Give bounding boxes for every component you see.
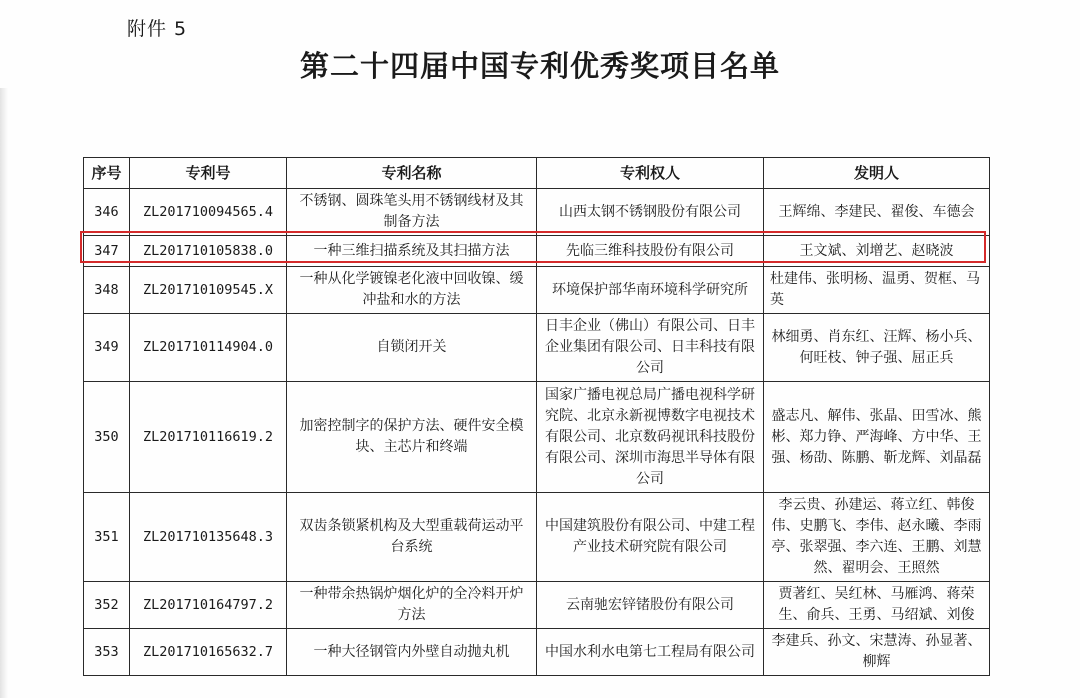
patent-award-table	[83, 157, 990, 676]
page-fold-shadow	[0, 88, 8, 698]
row-number: 346	[84, 189, 130, 236]
inventors: 林细勇、肖东红、汪辉、杨小兵、何旺枝、钟子强、屈正兵	[764, 314, 990, 382]
page-title: 第二十四届中国专利优秀奖项目名单	[299, 49, 780, 83]
inventors: 李云贵、孙建运、蒋立红、韩俊伟、史鹏飞、李伟、赵永曦、李雨亭、张翠强、李六连、王鹏、刘慧然、翟明会、王照然	[764, 493, 990, 582]
table-row	[84, 582, 990, 629]
patent-number: ZL201710105838.0	[130, 236, 287, 267]
column-header-patent-name: 专利名称	[287, 158, 537, 189]
patent-holder: 中国建筑股份有限公司、中建工程产业技术研究院有限公司	[537, 493, 764, 582]
table-row	[84, 629, 990, 676]
patent-name: 自锁闭开关	[287, 314, 537, 382]
patent-holder: 国家广播电视总局广播电视科学研究院、北京永新视博数字电视技术有限公司、北京数码视讯科技股份有限公司、深圳市海思半导体有限公司	[537, 382, 764, 493]
patent-holder: 先临三维科技股份有限公司	[537, 236, 764, 267]
patent-name: 一种从化学镀镍老化液中回收镍、缓冲盐和水的方法	[287, 267, 537, 314]
row-number: 350	[84, 382, 130, 493]
patent-number: ZL201710135648.3	[130, 493, 287, 582]
inventors: 王辉绵、李建民、翟俊、车德会	[764, 189, 990, 236]
patent-holder: 中国水利水电第七工程局有限公司	[537, 629, 764, 676]
table-row-highlighted	[84, 236, 990, 267]
patent-holder: 山西太钢不锈钢股份有限公司	[537, 189, 764, 236]
patent-holder: 云南驰宏锌锗股份有限公司	[537, 582, 764, 629]
inventors: 杜建伟、张明杨、温勇、贺框、马英	[764, 267, 990, 314]
patent-name: 一种三维扫描系统及其扫描方法	[287, 236, 537, 267]
table-header-row	[84, 158, 990, 189]
patent-name: 不锈钢、圆珠笔头用不锈钢线材及其制备方法	[287, 189, 537, 236]
table-row	[84, 267, 990, 314]
inventors: 贾著红、吴红林、马雁鸿、蒋荣生、俞兵、王勇、马绍斌、刘俊	[764, 582, 990, 629]
patent-number: ZL201710116619.2	[130, 382, 287, 493]
inventors: 盛志凡、解伟、张晶、田雪冰、熊彬、郑力铮、严海峰、方中华、王强、杨劭、陈鹏、靳龙辉、刘晶磊	[764, 382, 990, 493]
patent-number: ZL201710109545.X	[130, 267, 287, 314]
patent-number: ZL201710165632.7	[130, 629, 287, 676]
patent-name: 双齿条锁紧机构及大型重载荷运动平台系统	[287, 493, 537, 582]
column-header-patent-number: 专利号	[130, 158, 287, 189]
table-row	[84, 314, 990, 382]
inventors: 李建兵、孙文、宋慧涛、孙显著、柳辉	[764, 629, 990, 676]
table-row	[84, 382, 990, 493]
column-header-no: 序号	[84, 158, 130, 189]
inventors: 王文斌、刘增艺、赵晓波	[764, 236, 990, 267]
patent-number: ZL201710164797.2	[130, 582, 287, 629]
table-row	[84, 189, 990, 236]
patent-holder: 环境保护部华南环境科学研究所	[537, 267, 764, 314]
patent-number: ZL201710094565.4	[130, 189, 287, 236]
patent-holder: 日丰企业（佛山）有限公司、日丰企业集团有限公司、日丰科技有限公司	[537, 314, 764, 382]
row-number: 352	[84, 582, 130, 629]
patent-name: 一种带余热锅炉烟化炉的全冷料开炉方法	[287, 582, 537, 629]
patent-name: 一种大径钢管内外壁自动抛丸机	[287, 629, 537, 676]
row-number: 347	[84, 236, 130, 267]
column-header-patent-holder: 专利权人	[537, 158, 764, 189]
row-number: 353	[84, 629, 130, 676]
table-row	[84, 493, 990, 582]
row-number: 348	[84, 267, 130, 314]
patent-number: ZL201710114904.0	[130, 314, 287, 382]
row-number: 351	[84, 493, 130, 582]
patent-name: 加密控制字的保护方法、硬件安全模块、主芯片和终端	[287, 382, 537, 493]
attachment-label: 附件 5	[127, 18, 188, 40]
row-number: 349	[84, 314, 130, 382]
column-header-inventors: 发明人	[764, 158, 990, 189]
